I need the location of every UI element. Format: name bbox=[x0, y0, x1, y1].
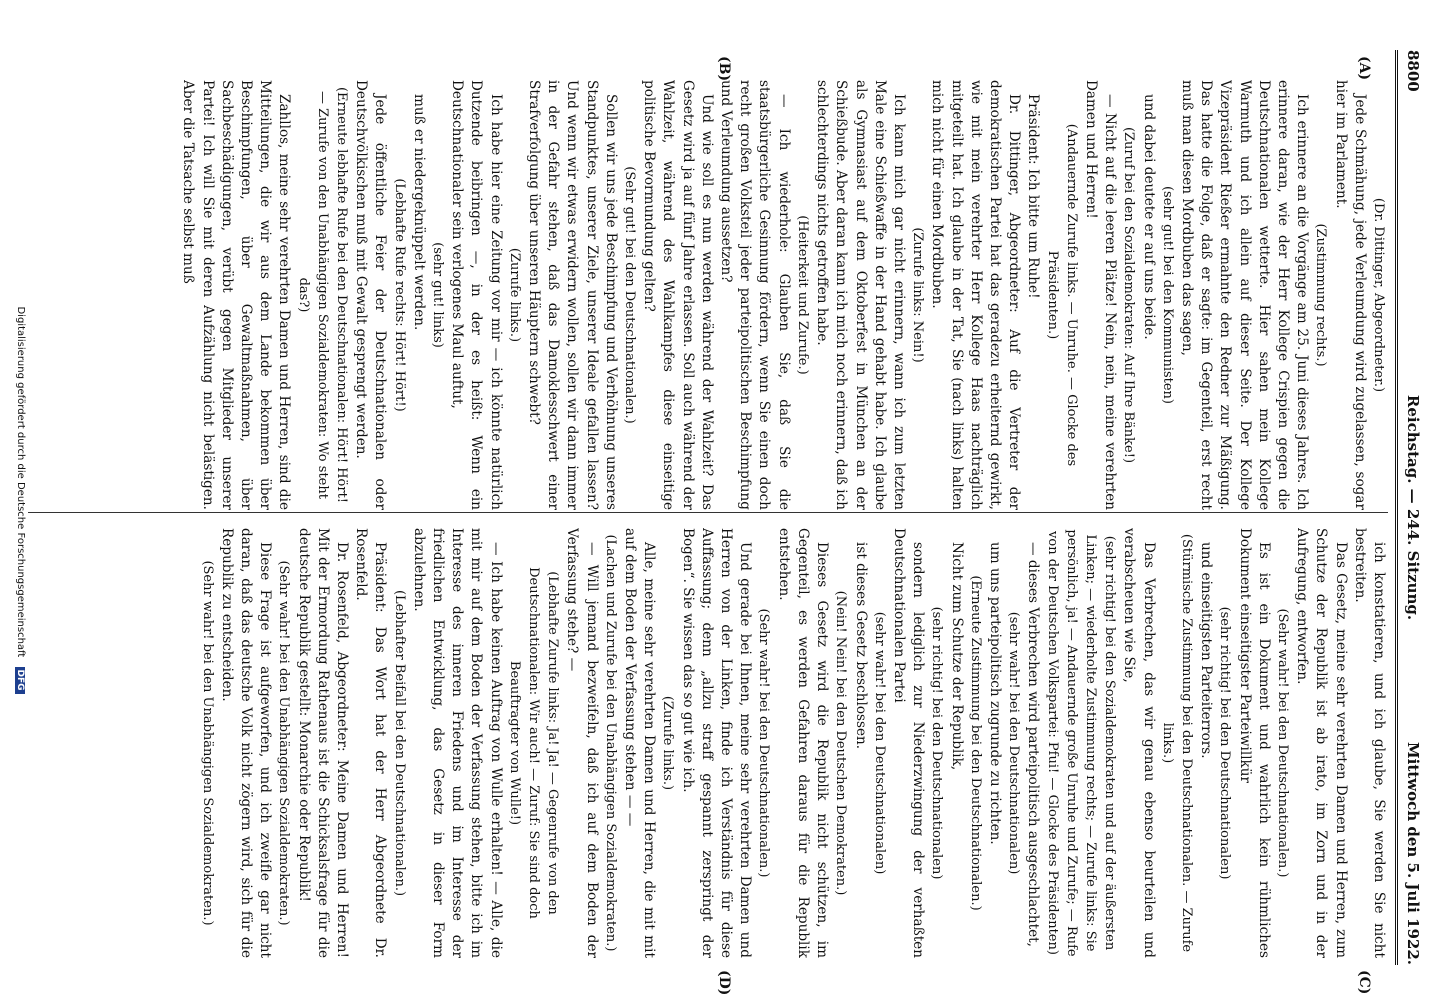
stage-direction: (Sehr wahr! bei den Deutschnationalen.) bbox=[756, 608, 772, 878]
paragraph: und einseitigsten Parteiterrors. bbox=[1198, 542, 1215, 759]
paragraph: Und wie soll es nun werden während der Wahlzeit? Das Gesetz wird ja auf fünf Jahre erlassen. Soll auch während der Wahlzeit, während des Wahlkampfes diese einseitige politische Bevormundung gelten? bbox=[641, 80, 715, 510]
stage-direction: (Zustimmung rechts.) bbox=[1313, 223, 1329, 367]
paragraph: Dr. Rosenfeld, Abgeordneter: Meine Damen und Herren! Mit der Ermordung Rathenaus ist die Schicksalsfrage für die deutsche Republik gestellt: Monarchie oder Republik! bbox=[295, 528, 351, 958]
stage-direction: (Zurufe links.) bbox=[660, 695, 676, 791]
stage-direction: (Lebhafte Rufe rechts: Hört! Hört!) bbox=[391, 178, 407, 412]
stage-direction: (sehr gut! links) bbox=[430, 242, 446, 348]
paragraph: Jede Schmähung, jede Verleumdung wird zugelassen, sogar hier im Parlament. bbox=[1332, 80, 1368, 510]
stage-direction: (sehr wahr! bei den Deutschnationalen) bbox=[1006, 611, 1022, 875]
stage-direction: (sehr wahr! bei den Deutschnationalen) bbox=[871, 611, 887, 875]
left-column bbox=[48, 80, 1388, 510]
header-date: Mittwoch den 5. Juli 1922. bbox=[1404, 742, 1422, 965]
speaker-paragraph: Präsident: Das Wort hat der Herr Abgeordnete Dr. Rosenfeld. bbox=[353, 528, 389, 958]
stage-direction: (Zuruf bei den Sozialdemokraten: Auf Ihre Bänke!) bbox=[1121, 126, 1137, 464]
paragraph: Das Verbrechen, das wir genau ebenso beurteilen und verabscheuen wie Sie, bbox=[1121, 528, 1157, 958]
paragraph: ist dieses Gesetz beschlossen. bbox=[852, 542, 869, 750]
stage-direction: (Nein! Nein! bei den Deutschen Demokraten.) bbox=[833, 590, 849, 896]
stage-direction: (Heiterkeit und Zurufe.) bbox=[794, 215, 810, 375]
stage-direction: (Dr. Dittinger, Abgeordneter.) bbox=[1371, 197, 1386, 393]
margin-mark-b: (B) bbox=[716, 56, 732, 82]
paragraph: Sollen wir uns jede Beschimpfung und Verhöhnung unseres Standpunktes, unserer Ziele, unserer Ideale gefallen lassen? Und wenn wir etwas erwidern wollen, sollen wir dann immer in der Gefahr stehen, daß das Damoklesschwert einer Strafverfolgung über unseren Häuptern schwebt? bbox=[526, 80, 619, 510]
margin-mark-c: (C) bbox=[1356, 970, 1372, 995]
header-title: Reichstag. — 244. Sitzung. bbox=[1404, 394, 1422, 621]
paragraph: — dieses Verbrechen wird parteipolitisch ausgeschlachtet, bbox=[1025, 542, 1042, 947]
stage-direction: (Zurufe links.) bbox=[506, 247, 522, 343]
stage-direction: (sehr gut! bei den Kommunisten) bbox=[1159, 185, 1175, 405]
paragraph: ich konstatieren, und ich glaube, Sie werden Sie nicht bestreiten. bbox=[1351, 528, 1387, 958]
stage-direction: (Erneute lebhafte Rufe bei den Deutschnationalen: Hört! Hört! — Zurufe von den Unabhängigen Sozialdemokraten: Wo steht das?) bbox=[295, 86, 350, 504]
paragraph: Nicht zum Schutze der Republik, bbox=[948, 542, 965, 771]
paragraph: Es ist ein Dokument und wahrlich kein rühmliches Dokument einseitigster Parteiwillkür bbox=[1236, 528, 1272, 958]
paragraph: — Ich wiederhole: Glauben Sie, daß Sie die staatsbürgerliche Gesinnung fördern, wenn Sie einen doch recht großen Volksteil jeder parteipolitischen Beschimpfung und Verleumdung aussetzen? bbox=[718, 80, 792, 510]
paragraph: Dr. Dittinger, Abgeordneter: Auf die Vertreter der demokratischen Partei hat das geradezu erheiternd gewirkt, wie mit mein verehrter Herr Kollege Haas nachträglich mitgeteilt hat. Ich glaube in der Tat, Sie (nach links) halten mich nicht für einen Mordbuben. bbox=[929, 80, 1023, 510]
stage-direction: (Zurufe links: Nein!) bbox=[910, 227, 926, 363]
paragraph: sondern lediglich zur Niederzwingung der verhaßten Deutschnationalen Partei bbox=[890, 528, 927, 958]
stage-direction: (sehr richtig! bei den Deutschnationalen) bbox=[1217, 606, 1233, 880]
stage-direction: (Stürmische Zustimmung bei den Deutschnationalen. — Zurufe links.) bbox=[1159, 533, 1194, 953]
paragraph: Ich erinnere an die Vorgänge am 25. Juni dieses Jahres. Ich erinnere daran, wie der Herr Kollege Crispien gegen die Deutschnationalen wetterte. Hier sahen mein Kollege Warmuth und ich allein auf dieser Seite. Der Kollege Vizepräsident Rießer ermahnte den Redner zur Mäßigung. Das hatte die Folge, daß er sagte: im Gegenteil, erst recht muß man diesen Mordbuben das sagen, bbox=[1178, 80, 1311, 510]
page-number: 8800 bbox=[1404, 50, 1422, 92]
paragraph: Alle, meine sehr verehrten Damen und Herren, die mit mit auf dem Boden der Verfassung stehen — — bbox=[622, 528, 658, 958]
paragraph: Zahllos, meine sehr verehrten Damen und Herren, sind die Mitteilungen, die wir aus dem Lande bekommen über Beschimpfungen, über Gewaltmaßnahmen, über Sachbeschädigungen, verübt gegen Mitglieder unserer Partei! Ich will Sie mit deren Aufzählung nicht belästigen. Aber die Tatsache selbst muß bbox=[180, 80, 293, 510]
paragraph: Jede öffentliche Feier der Deutschnationalen oder Deutschvölkischen muß mit Gewalt gesprengt werden. bbox=[353, 80, 389, 510]
stage-direction: (Andauernde Zurufe links. — Unruhe. — Glocke des Präsidenten.) bbox=[1044, 123, 1079, 467]
stage-direction: (sehr richtig! bei den Sozialdemokraten und auf der äußersten Linken; — wiederholte Zustimmung rechts; — Zurufe links: Sie persönlich, ja! — Andauernde große Unruhe und Zurufe; — Rufe von der Deutschen Volkspartei: Pfui! — Glocke des Präsidenten) bbox=[1044, 529, 1118, 957]
stage-direction: (Lebhafter Beifall bei den Deutschnationalen.) bbox=[391, 589, 407, 897]
stage-direction: (Erneute Zustimmung bei den Deutschnationalen.) bbox=[967, 575, 983, 911]
header-rule bbox=[1395, 50, 1398, 965]
running-header bbox=[1398, 50, 1426, 965]
paragraph: muß er niedergeknüppelt werden. bbox=[410, 94, 427, 331]
paragraph: Das Gesetz, meine sehr verehrten Damen und Herren, zum Schutze der Republik ist ab irato, im Zorn und in der Aufregung, entworfen. bbox=[1294, 528, 1349, 958]
dfg-logo: DFG bbox=[15, 667, 25, 694]
paragraph: um uns parteipolitisch zugrunde zu richten. bbox=[986, 542, 1003, 845]
stage-direction: (Sehr gut! bei den Deutschnationalen.) bbox=[622, 166, 638, 424]
right-column bbox=[48, 528, 1388, 958]
footer-text: Digitalisierung gefördert durch die Deutsche Forschungsgemeinschaft bbox=[15, 306, 26, 658]
paragraph: Und gerade bei Ihnen, meine sehr verehrten Damen und Herren von der Linken, finde ich Verständnis für diese Auffassung; denn „allzu straff gespannt zerspringt der Bogen“. Sie wissen das so gut wie ich. bbox=[679, 528, 754, 958]
margin-mark-d: (D) bbox=[716, 970, 732, 996]
margin-mark-a: (A) bbox=[1356, 56, 1372, 81]
stage-direction: (Sehr wahr! bei den Unabhängigen Sozialdemokraten.) bbox=[276, 560, 292, 926]
paragraph: Diese Frage ist aufgeworfen, und ich zweifle gar nicht daran, daß das deutsche Volk nicht zögern wird, sich für die Republik zu entscheiden. bbox=[218, 528, 274, 958]
paragraph: — Ich habe keinen Auftrag von Wulle erhalten! — Alle, die mit mir auf dem Boden der Verfassung stehen, bitte ich im Interesse des inneren Friedens und im Interesse der friedlichen Entwicklung, das Gesetz in dieser Form abzulehnen. bbox=[410, 528, 504, 958]
paragraph: — Will jemand bezweifeln, daß ich auf dem Boden der Verfassung stehe? — bbox=[564, 528, 600, 958]
column-divider bbox=[28, 512, 1388, 513]
stage-direction: (Sehr wahr! bei den Unabhängigen Sozialdemokraten.) bbox=[199, 560, 215, 926]
paragraph: und dabei deutete er auf uns beide. bbox=[1140, 94, 1157, 340]
stage-direction: (Lebhafte Zurufe links: Ja! Ja! — Gegenrufe von den Deutschnationalen: Wir auch! — Zuruf: Sie sind doch Beauftragter von Wulle!) bbox=[506, 567, 561, 919]
stage-direction: (Sehr wahr! bei den Deutschnationalen.) bbox=[1274, 608, 1290, 878]
paragraph: — Nicht auf die leeren Plätze! Nein, nein, meine verehrten Damen und Herren! bbox=[1082, 80, 1119, 510]
paragraph: Ich habe hier eine Zeitung vor mir — ich könnte natürlich Dutzende beibringen —, in der es heißt: Wenn ein Deutschnationaler sein verlogenes Maul auftut, bbox=[449, 80, 504, 510]
footer-credit bbox=[15, 0, 26, 1000]
stage-direction: (sehr richtig! bei den Deutschnationalen) bbox=[929, 606, 945, 880]
speaker-paragraph: Präsident: Ich bitte um Ruhe! bbox=[1025, 94, 1042, 299]
stage-direction: (Lachen und Zurufe bei den Unabhängigen Sozialdemokraten.) bbox=[602, 534, 618, 952]
paragraph: Ich kann mich gar nicht erinnern, wann ich zum letzten Male eine Schießwaffe in der Hand gehabt habe. Ich glaube als Gymnasiast auf dem Oktoberfest in München an der Schießbude. Aber daran kann ich mich noch erinnern, daß ich schlechterdings nichts getroffen habe. bbox=[814, 80, 907, 510]
paragraph: Dieses Gesetz wird die Republik nicht schützen, im Gegenteil, es werden Gefahren daraus für die Republik entstehen. bbox=[775, 528, 831, 958]
